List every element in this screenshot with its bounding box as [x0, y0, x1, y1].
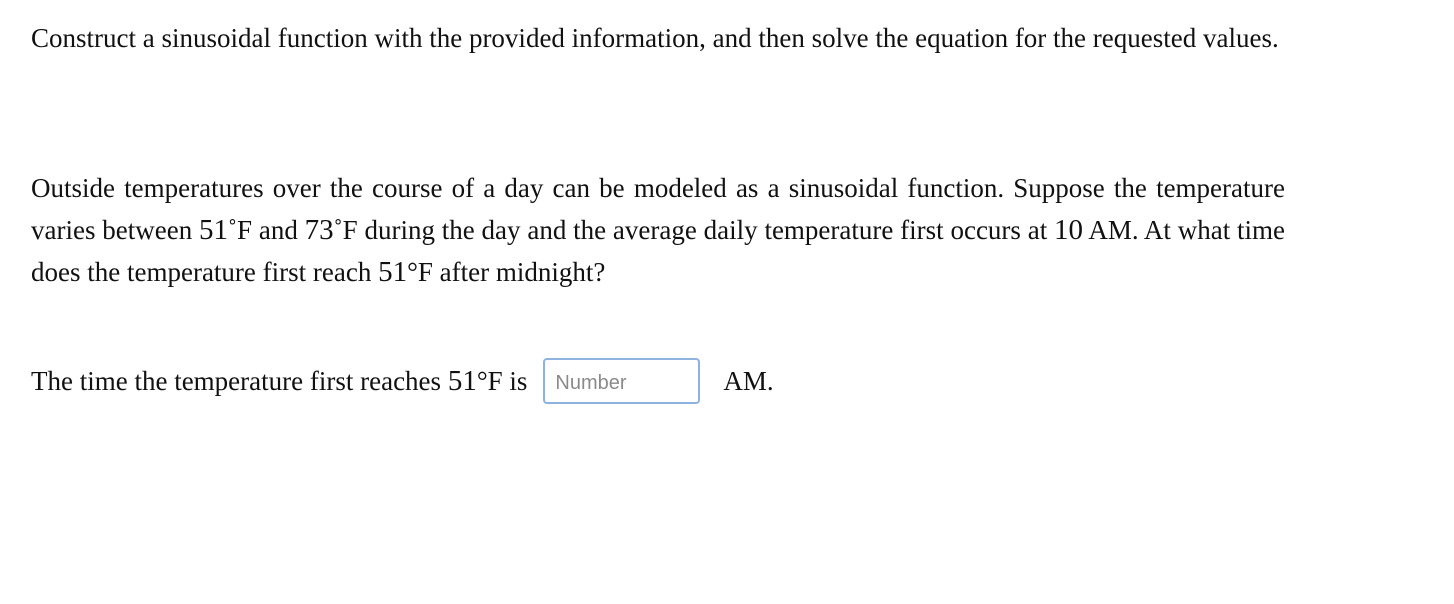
max-temperature: 73 [304, 214, 334, 246]
degree-unit: ˚F [333, 215, 358, 245]
problem-text: and [252, 215, 305, 245]
answer-unit: AM. [723, 365, 774, 396]
degree-unit: ˚F [228, 215, 253, 245]
answer-number-input[interactable] [543, 358, 700, 404]
min-temperature: 51 [199, 214, 229, 246]
degree-unit: °F [476, 365, 503, 396]
answer-prefix-text: The time the temperature first reaches [31, 365, 448, 396]
answer-target-temperature: 51 [447, 364, 477, 397]
degree-unit: °F [407, 257, 433, 287]
problem-text: AM. At what time does the temperature first reach [31, 215, 1285, 287]
answer-prefix [31, 365, 527, 398]
problem-text: during the day and the average daily temperature first occurs at [357, 215, 1055, 245]
target-temperature: 51 [378, 256, 408, 288]
instructions-text: Construct a sinusoidal function with the provided information, and then solve the equation for the requested values. [31, 23, 1279, 53]
answer-suffix-text: is [502, 365, 528, 396]
average-time: 10 [1054, 214, 1084, 246]
problem-text: after midnight? [432, 257, 606, 287]
problem-text: Outside temperatures over the course of a day can be modeled as a sinusoidal function. Suppose the temperature varies between [31, 173, 1285, 245]
problem-statement [31, 167, 1285, 293]
answer-row [31, 358, 774, 404]
